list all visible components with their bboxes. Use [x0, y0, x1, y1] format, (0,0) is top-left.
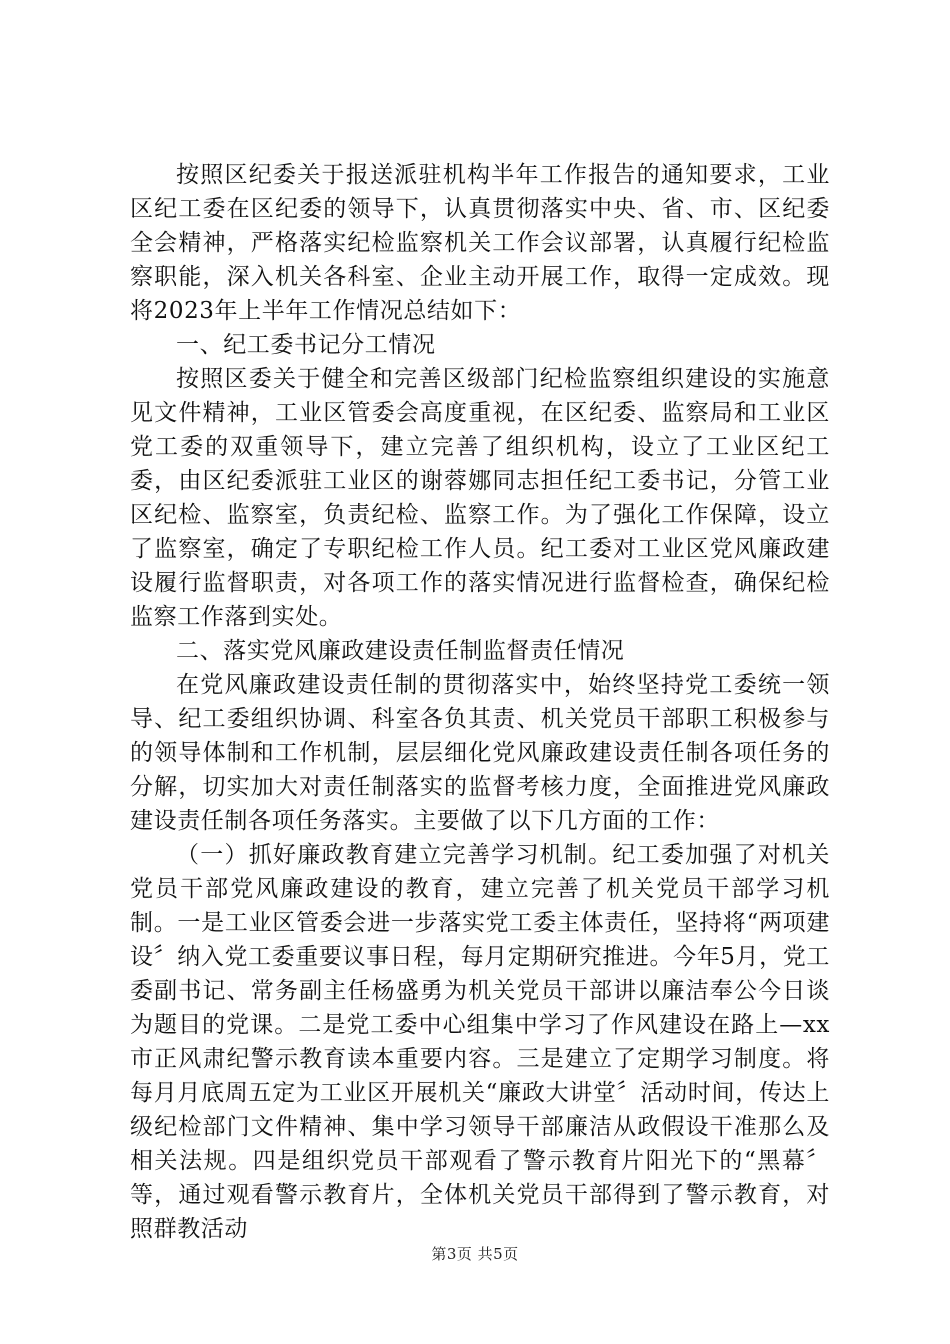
document-body — [130, 158, 830, 1246]
page-number: 第3页 — [431, 1245, 473, 1263]
section-heading-1: 一、纪工委书记分工情况 — [176, 332, 436, 358]
page-total: 共5页 — [477, 1245, 519, 1263]
section-heading-2: 二、落实党风廉政建设责任制监督责任情况 — [176, 638, 625, 664]
page-footer — [0, 1243, 950, 1264]
paragraph-section-1: 按照区委关于健全和完善区级部门纪检监察组织建设的实施意见文件精神，工业区管委会高度重视，在区纪委、监察局和工业区党工委的双重领导下，建立完善了组织机构，设立了工业区纪工委，由区纪委派驻工业区的谢蓉娜同志担任纪工委书记，分管工业区纪检、监察室，负责纪检、监察工作。为了强化工作保障，设立了监察室，确定了专职纪检工作人员。纪工委对工业区党风廉政建设履行监督职责，对各项工作的落实情况进行监督检查，确保纪检监察工作落到实处。 — [130, 366, 830, 630]
paragraph-subsection-1: （一）抓好廉政教育建立完善学习机制。纪工委加强了对机关党员干部党风廉政建设的教育，建立完善了机关党员干部学习机制。一是工业区管委会进一步落实党工委主体责任，坚持将“两项建设〞纳入党工委重要议事日程，每月定期研究推进。今年5月，党工委副书记、常务副主任杨盛勇为机关党员干部讲以廉洁奉公今日谈为题目的党课。二是党工委中心组集中学习了作风建设在路上—xx市正风肃纪警示教育读本重要内容。三是建立了定期学习制度。将每月月底周五定为工业区开展机关“廉政大讲堂〞活动时间，传达上级纪检部门文件精神、集中学习领导干部廉洁从政假设干准那么及相关法规。四是组织党员干部观看了警示教育片阳光下的“黑幕〞等，通过观看警示教育片，全体机关党员干部得到了警示教育，对照群教活动 — [130, 842, 830, 1242]
paragraph-intro: 按照区纪委关于报送派驻机构半年工作报告的通知要求，工业区纪工委在区纪委的领导下，认真贯彻落实中央、省、市、区纪委全会精神，严格落实纪检监察机关工作会议部署，认真履行纪检监察职能，深入机关各科室、企业主动开展工作，取得一定成效。现将2023年上半年工作情况总结如下： — [130, 162, 830, 324]
paragraph-section-2: 在党风廉政建设责任制的贯彻落实中，始终坚持党工委统一领导、纪工委组织协调、科室各负其责、机关党员干部职工积极参与的领导体制和工作机制，层层细化党风廉政建设责任制各项任务的分解，切实加大对责任制落实的监督考核力度，全面推进党风廉政建设责任制各项任务落实。主要做了以下几方面的工作： — [130, 672, 830, 834]
